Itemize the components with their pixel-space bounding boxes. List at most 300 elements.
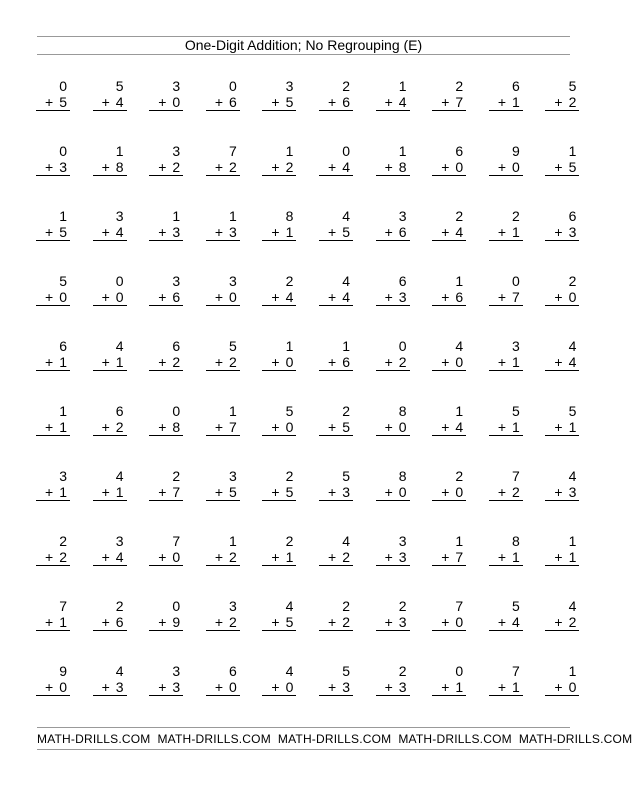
addend-bottom bbox=[262, 354, 296, 371]
addend-bottom-value: 2 bbox=[229, 549, 237, 565]
addend-top: 0 bbox=[59, 78, 67, 94]
addend-bottom-value: 3 bbox=[398, 549, 407, 565]
problem-10-9 bbox=[489, 663, 523, 696]
addend-top: 0 bbox=[512, 273, 520, 289]
addend-bottom bbox=[432, 419, 466, 436]
addend-top: 1 bbox=[342, 338, 350, 354]
addend-bottom bbox=[489, 94, 523, 111]
plus-sign: + bbox=[271, 289, 280, 305]
problem-1-7 bbox=[376, 78, 410, 111]
problem-10-6 bbox=[319, 663, 353, 696]
plus-sign: + bbox=[214, 224, 223, 240]
problem-3-5 bbox=[262, 208, 296, 241]
addend-bottom-value: 3 bbox=[398, 289, 407, 305]
addend-bottom bbox=[149, 289, 183, 306]
problem-6-7 bbox=[376, 403, 410, 436]
addend-bottom-value: 5 bbox=[568, 159, 577, 175]
addend-bottom-value: 0 bbox=[115, 289, 124, 305]
addend-bottom bbox=[262, 419, 296, 436]
plus-sign: + bbox=[45, 224, 54, 240]
plus-sign: + bbox=[328, 159, 337, 175]
addend-top: 3 bbox=[172, 273, 181, 289]
addend-bottom bbox=[432, 549, 466, 566]
addend-bottom-value: 6 bbox=[398, 224, 407, 240]
addend-top: 2 bbox=[285, 468, 294, 484]
addend-top: 2 bbox=[342, 403, 350, 419]
addend-bottom bbox=[93, 484, 127, 501]
addend-bottom bbox=[376, 159, 410, 176]
plus-sign: + bbox=[214, 679, 223, 695]
problem-1-4 bbox=[206, 78, 240, 111]
problem-8-10 bbox=[545, 533, 579, 566]
plus-sign: + bbox=[441, 419, 450, 435]
addend-bottom bbox=[376, 484, 410, 501]
addend-bottom bbox=[36, 289, 70, 306]
footer-bottom-rule bbox=[37, 749, 570, 750]
addend-top: 1 bbox=[172, 208, 181, 224]
addend-bottom bbox=[93, 549, 127, 566]
problem-4-7 bbox=[376, 273, 410, 306]
problem-8-9 bbox=[489, 533, 523, 566]
addend-top: 9 bbox=[512, 143, 520, 159]
addend-bottom bbox=[489, 224, 523, 241]
problem-9-2 bbox=[93, 598, 127, 631]
addend-bottom bbox=[545, 354, 579, 371]
addend-bottom-value: 3 bbox=[398, 679, 407, 695]
addend-bottom-value: 1 bbox=[512, 679, 520, 695]
addend-bottom bbox=[262, 224, 296, 241]
addend-bottom-value: 3 bbox=[398, 614, 407, 630]
addend-top: 3 bbox=[172, 78, 181, 94]
plus-sign: + bbox=[384, 484, 393, 500]
addend-top: 8 bbox=[398, 403, 407, 419]
plus-sign: + bbox=[497, 224, 506, 240]
addend-bottom-value: 4 bbox=[342, 289, 350, 305]
plus-sign: + bbox=[158, 289, 167, 305]
plus-sign: + bbox=[384, 94, 393, 110]
addend-bottom bbox=[149, 419, 183, 436]
addend-bottom bbox=[489, 354, 523, 371]
addend-bottom bbox=[262, 289, 296, 306]
addend-bottom-value: 4 bbox=[115, 94, 124, 110]
addend-bottom-value: 2 bbox=[285, 159, 294, 175]
addend-bottom-value: 4 bbox=[342, 159, 350, 175]
addend-bottom bbox=[262, 549, 296, 566]
plus-sign: + bbox=[45, 549, 54, 565]
addend-bottom bbox=[432, 354, 466, 371]
addend-bottom bbox=[319, 94, 353, 111]
addend-bottom-value: 3 bbox=[342, 679, 350, 695]
plus-sign: + bbox=[158, 549, 167, 565]
addend-bottom-value: 2 bbox=[229, 159, 237, 175]
addend-bottom bbox=[489, 419, 523, 436]
problem-4-6 bbox=[319, 273, 353, 306]
addend-top: 4 bbox=[285, 663, 294, 679]
plus-sign: + bbox=[497, 614, 506, 630]
addend-bottom-value: 1 bbox=[59, 419, 67, 435]
plus-sign: + bbox=[554, 484, 563, 500]
plus-sign: + bbox=[271, 614, 280, 630]
addend-bottom bbox=[93, 224, 127, 241]
plus-sign: + bbox=[214, 614, 223, 630]
addend-top: 3 bbox=[512, 338, 520, 354]
addend-top: 0 bbox=[115, 273, 124, 289]
plus-sign: + bbox=[45, 94, 54, 110]
addend-bottom bbox=[545, 679, 579, 696]
problem-9-1 bbox=[36, 598, 70, 631]
problem-9-3 bbox=[149, 598, 183, 631]
plus-sign: + bbox=[384, 419, 393, 435]
addend-bottom-value: 7 bbox=[455, 94, 464, 110]
addend-top: 9 bbox=[59, 663, 67, 679]
plus-sign: + bbox=[158, 354, 167, 370]
addend-bottom-value: 0 bbox=[398, 419, 407, 435]
addend-bottom-value: 3 bbox=[172, 679, 181, 695]
addend-top: 2 bbox=[455, 78, 464, 94]
plus-sign: + bbox=[441, 679, 450, 695]
addend-bottom bbox=[93, 159, 127, 176]
addend-bottom-value: 3 bbox=[342, 484, 350, 500]
addend-top: 7 bbox=[512, 663, 520, 679]
problem-2-3 bbox=[149, 143, 183, 176]
addend-top: 6 bbox=[512, 78, 520, 94]
problem-2-10 bbox=[545, 143, 579, 176]
addend-bottom bbox=[36, 159, 70, 176]
problem-1-10 bbox=[545, 78, 579, 111]
addend-top: 1 bbox=[229, 533, 237, 549]
plus-sign: + bbox=[271, 679, 280, 695]
addend-top: 1 bbox=[455, 273, 464, 289]
addend-bottom-value: 5 bbox=[285, 484, 294, 500]
addend-bottom bbox=[319, 679, 353, 696]
addend-bottom bbox=[489, 614, 523, 631]
addend-bottom bbox=[432, 484, 466, 501]
plus-sign: + bbox=[328, 549, 337, 565]
addend-bottom bbox=[319, 484, 353, 501]
plus-sign: + bbox=[328, 289, 337, 305]
addend-bottom-value: 0 bbox=[398, 484, 407, 500]
addend-bottom bbox=[545, 94, 579, 111]
problem-1-2 bbox=[93, 78, 127, 111]
addend-bottom-value: 7 bbox=[512, 289, 520, 305]
addend-bottom bbox=[149, 354, 183, 371]
problem-5-1 bbox=[36, 338, 70, 371]
problem-4-5 bbox=[262, 273, 296, 306]
plus-sign: + bbox=[271, 94, 280, 110]
plus-sign: + bbox=[441, 614, 450, 630]
addend-top: 0 bbox=[172, 598, 181, 614]
plus-sign: + bbox=[45, 679, 54, 695]
addend-bottom-value: 0 bbox=[59, 289, 67, 305]
addend-bottom bbox=[36, 484, 70, 501]
problem-8-8 bbox=[432, 533, 466, 566]
problem-4-1 bbox=[36, 273, 70, 306]
plus-sign: + bbox=[271, 159, 280, 175]
addend-bottom-value: 2 bbox=[342, 614, 350, 630]
addend-top: 7 bbox=[172, 533, 181, 549]
problem-6-8 bbox=[432, 403, 466, 436]
addend-bottom bbox=[376, 224, 410, 241]
addend-bottom bbox=[36, 549, 70, 566]
addend-bottom bbox=[319, 289, 353, 306]
footer-site-name: MATH-DRILLS.COM bbox=[398, 732, 512, 746]
problem-6-6 bbox=[319, 403, 353, 436]
plus-sign: + bbox=[271, 419, 280, 435]
addend-bottom-value: 1 bbox=[512, 549, 520, 565]
problem-7-10 bbox=[545, 468, 579, 501]
addend-bottom bbox=[489, 159, 523, 176]
problem-6-5 bbox=[262, 403, 296, 436]
addend-bottom bbox=[545, 419, 579, 436]
addend-bottom-value: 1 bbox=[115, 484, 124, 500]
addend-bottom-value: 3 bbox=[568, 484, 577, 500]
addend-top: 7 bbox=[59, 598, 67, 614]
addend-bottom bbox=[93, 354, 127, 371]
footer-top-rule bbox=[37, 727, 570, 728]
problem-7-5 bbox=[262, 468, 296, 501]
problem-8-7 bbox=[376, 533, 410, 566]
addend-bottom-value: 4 bbox=[512, 614, 520, 630]
problem-8-2 bbox=[93, 533, 127, 566]
addend-top: 1 bbox=[568, 143, 577, 159]
addend-bottom-value: 5 bbox=[342, 224, 350, 240]
addend-bottom-value: 6 bbox=[342, 94, 350, 110]
addend-bottom-value: 2 bbox=[229, 354, 237, 370]
problem-3-7 bbox=[376, 208, 410, 241]
addend-bottom bbox=[149, 224, 183, 241]
problem-5-2 bbox=[93, 338, 127, 371]
addend-bottom-value: 7 bbox=[455, 549, 464, 565]
addend-bottom bbox=[206, 159, 240, 176]
addend-bottom-value: 2 bbox=[398, 354, 407, 370]
problem-2-2 bbox=[93, 143, 127, 176]
addend-top: 7 bbox=[229, 143, 237, 159]
addend-bottom bbox=[206, 224, 240, 241]
problem-10-2 bbox=[93, 663, 127, 696]
plus-sign: + bbox=[441, 549, 450, 565]
addend-bottom-value: 1 bbox=[285, 224, 294, 240]
problem-6-4 bbox=[206, 403, 240, 436]
problem-3-2 bbox=[93, 208, 127, 241]
addend-bottom bbox=[93, 94, 127, 111]
addend-top: 1 bbox=[115, 143, 124, 159]
problem-3-8 bbox=[432, 208, 466, 241]
addend-bottom-value: 1 bbox=[455, 679, 464, 695]
addend-top: 2 bbox=[115, 598, 124, 614]
problem-8-3 bbox=[149, 533, 183, 566]
addend-bottom-value: 2 bbox=[229, 614, 237, 630]
addend-bottom-value: 2 bbox=[59, 549, 67, 565]
addend-top: 5 bbox=[342, 663, 350, 679]
addend-bottom bbox=[149, 614, 183, 631]
addend-top: 6 bbox=[229, 663, 237, 679]
addend-top: 3 bbox=[398, 208, 407, 224]
problem-9-6 bbox=[319, 598, 353, 631]
addend-top: 2 bbox=[568, 273, 577, 289]
addend-top: 2 bbox=[285, 533, 294, 549]
problem-10-4 bbox=[206, 663, 240, 696]
problem-1-3 bbox=[149, 78, 183, 111]
problem-7-2 bbox=[93, 468, 127, 501]
addend-bottom-value: 1 bbox=[285, 549, 294, 565]
problem-6-1 bbox=[36, 403, 70, 436]
plus-sign: + bbox=[384, 159, 393, 175]
plus-sign: + bbox=[101, 614, 110, 630]
addend-top: 3 bbox=[172, 143, 181, 159]
addend-top: 0 bbox=[455, 663, 464, 679]
addend-bottom-value: 4 bbox=[115, 224, 124, 240]
addend-top: 8 bbox=[398, 468, 407, 484]
addend-bottom bbox=[206, 614, 240, 631]
plus-sign: + bbox=[271, 354, 280, 370]
addend-bottom-value: 2 bbox=[172, 354, 181, 370]
addend-bottom bbox=[206, 484, 240, 501]
addend-top: 8 bbox=[285, 208, 294, 224]
addend-bottom-value: 0 bbox=[285, 679, 294, 695]
plus-sign: + bbox=[214, 289, 223, 305]
plus-sign: + bbox=[101, 224, 110, 240]
problem-5-3 bbox=[149, 338, 183, 371]
plus-sign: + bbox=[497, 289, 506, 305]
plus-sign: + bbox=[328, 354, 337, 370]
problem-3-9 bbox=[489, 208, 523, 241]
addend-top: 5 bbox=[512, 598, 520, 614]
addend-top: 1 bbox=[229, 208, 237, 224]
addend-bottom-value: 1 bbox=[59, 354, 67, 370]
plus-sign: + bbox=[214, 94, 223, 110]
addend-bottom bbox=[36, 614, 70, 631]
addend-top: 2 bbox=[398, 663, 407, 679]
addend-bottom-value: 1 bbox=[512, 354, 520, 370]
plus-sign: + bbox=[554, 289, 563, 305]
addend-bottom-value: 6 bbox=[172, 289, 181, 305]
addend-bottom bbox=[432, 94, 466, 111]
problem-7-1 bbox=[36, 468, 70, 501]
addend-top: 1 bbox=[229, 403, 237, 419]
addend-bottom bbox=[36, 354, 70, 371]
problem-7-9 bbox=[489, 468, 523, 501]
addend-top: 1 bbox=[398, 143, 407, 159]
problem-1-8 bbox=[432, 78, 466, 111]
addend-bottom bbox=[149, 484, 183, 501]
problem-10-7 bbox=[376, 663, 410, 696]
footer-site-name: MATH-DRILLS.COM bbox=[518, 732, 633, 746]
addend-top: 1 bbox=[455, 403, 464, 419]
plus-sign: + bbox=[441, 484, 450, 500]
plus-sign: + bbox=[271, 224, 280, 240]
plus-sign: + bbox=[45, 419, 54, 435]
addend-bottom bbox=[206, 354, 240, 371]
addend-bottom bbox=[206, 419, 240, 436]
plus-sign: + bbox=[214, 484, 223, 500]
addend-bottom-value: 0 bbox=[455, 614, 464, 630]
addend-top: 4 bbox=[568, 338, 577, 354]
plus-sign: + bbox=[554, 419, 563, 435]
addend-bottom-value: 2 bbox=[115, 419, 124, 435]
plus-sign: + bbox=[384, 549, 393, 565]
plus-sign: + bbox=[158, 679, 167, 695]
addend-bottom bbox=[36, 419, 70, 436]
problem-6-10 bbox=[545, 403, 579, 436]
problem-3-6 bbox=[319, 208, 353, 241]
plus-sign: + bbox=[441, 289, 450, 305]
problem-1-5 bbox=[262, 78, 296, 111]
addend-bottom-value: 2 bbox=[342, 549, 350, 565]
addend-top: 7 bbox=[512, 468, 520, 484]
plus-sign: + bbox=[101, 354, 110, 370]
addend-bottom-value: 5 bbox=[342, 419, 350, 435]
problem-4-3 bbox=[149, 273, 183, 306]
problem-7-6 bbox=[319, 468, 353, 501]
problem-9-5 bbox=[262, 598, 296, 631]
addend-bottom-value: 0 bbox=[285, 354, 294, 370]
addend-bottom bbox=[489, 484, 523, 501]
addend-bottom bbox=[206, 94, 240, 111]
problem-10-10 bbox=[545, 663, 579, 696]
addend-bottom-value: 0 bbox=[568, 679, 577, 695]
addend-top: 4 bbox=[455, 338, 464, 354]
plus-sign: + bbox=[384, 679, 393, 695]
addend-top: 0 bbox=[59, 143, 67, 159]
problem-5-8 bbox=[432, 338, 466, 371]
plus-sign: + bbox=[554, 614, 563, 630]
problem-3-10 bbox=[545, 208, 579, 241]
addend-bottom bbox=[376, 679, 410, 696]
addend-top: 6 bbox=[59, 338, 67, 354]
addend-bottom-value: 0 bbox=[59, 679, 67, 695]
problem-6-3 bbox=[149, 403, 183, 436]
problem-6-2 bbox=[93, 403, 127, 436]
problem-1-9 bbox=[489, 78, 523, 111]
problem-2-7 bbox=[376, 143, 410, 176]
addend-bottom bbox=[319, 549, 353, 566]
addend-top: 5 bbox=[285, 403, 294, 419]
plus-sign: + bbox=[158, 484, 167, 500]
addend-bottom-value: 3 bbox=[115, 679, 124, 695]
addend-bottom bbox=[149, 679, 183, 696]
addend-top: 5 bbox=[59, 273, 67, 289]
addend-bottom-value: 4 bbox=[398, 94, 407, 110]
plus-sign: + bbox=[158, 614, 167, 630]
addend-bottom-value: 6 bbox=[342, 354, 350, 370]
problem-2-1 bbox=[36, 143, 70, 176]
addend-top: 5 bbox=[568, 403, 577, 419]
addend-bottom-value: 0 bbox=[172, 94, 181, 110]
addend-bottom-value: 1 bbox=[512, 94, 520, 110]
addend-bottom bbox=[376, 94, 410, 111]
addend-top: 1 bbox=[59, 208, 67, 224]
problem-10-5 bbox=[262, 663, 296, 696]
problem-7-4 bbox=[206, 468, 240, 501]
plus-sign: + bbox=[101, 419, 110, 435]
problem-2-4 bbox=[206, 143, 240, 176]
addend-bottom-value: 1 bbox=[568, 419, 577, 435]
problem-2-9 bbox=[489, 143, 523, 176]
addend-top: 0 bbox=[172, 403, 181, 419]
addend-top: 6 bbox=[455, 143, 464, 159]
plus-sign: + bbox=[214, 159, 223, 175]
addend-top: 2 bbox=[59, 533, 67, 549]
plus-sign: + bbox=[101, 549, 110, 565]
plus-sign: + bbox=[497, 484, 506, 500]
addend-bottom bbox=[149, 549, 183, 566]
addend-bottom-value: 6 bbox=[455, 289, 464, 305]
addend-bottom bbox=[432, 224, 466, 241]
problem-5-4 bbox=[206, 338, 240, 371]
problem-5-7 bbox=[376, 338, 410, 371]
problem-10-3 bbox=[149, 663, 183, 696]
addend-top: 3 bbox=[172, 663, 181, 679]
